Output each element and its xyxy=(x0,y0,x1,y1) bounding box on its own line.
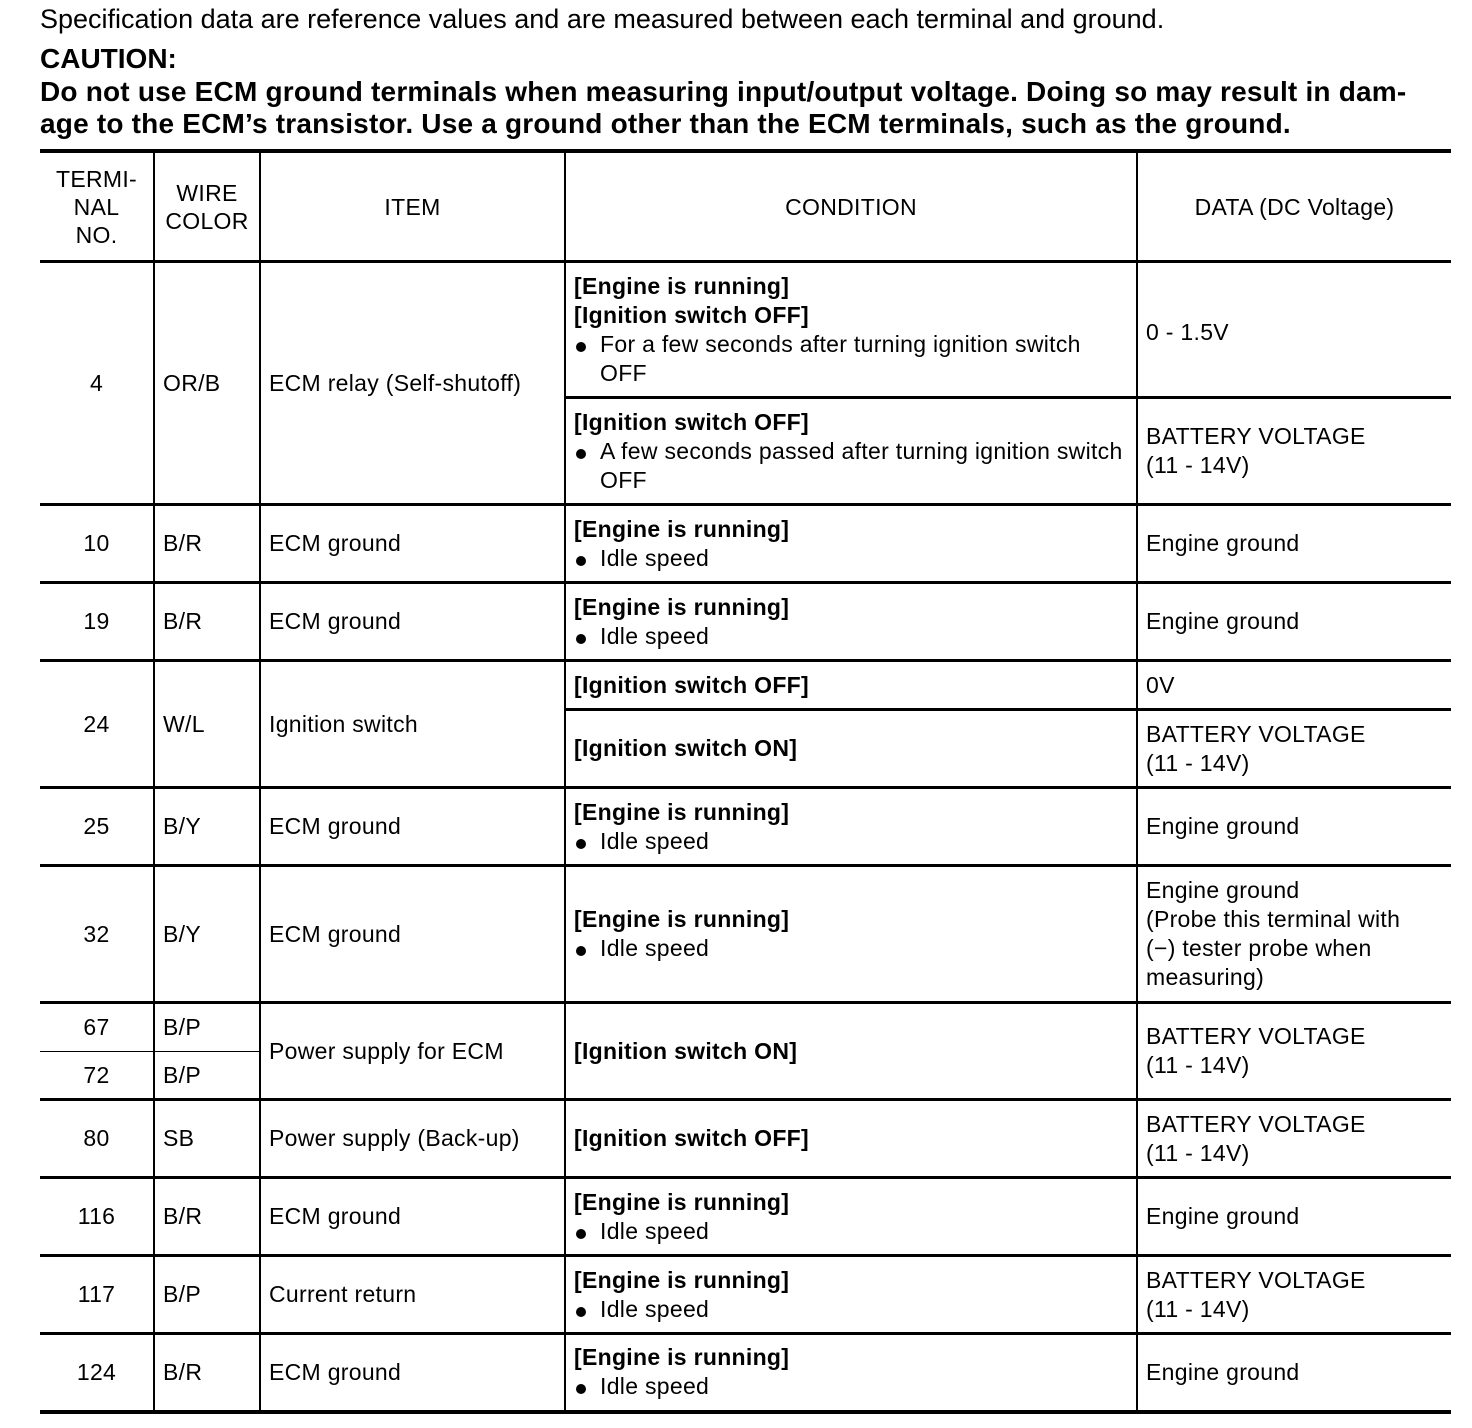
terminal-no: 80 xyxy=(40,1100,154,1178)
condition-cell: [Ignition switch OFF] xyxy=(565,661,1137,710)
wire-color: B/P xyxy=(154,1003,260,1052)
wire-color: W/L xyxy=(154,661,260,788)
condition-cell: [Engine is running] Idle speed xyxy=(565,866,1137,1003)
terminal-no: 4 xyxy=(40,262,154,505)
table-row xyxy=(40,1256,1451,1334)
header-terminal-no: TERMI- NAL NO. xyxy=(55,165,137,248)
data-value: 0V xyxy=(1137,661,1451,710)
item-name: ECM ground xyxy=(260,505,565,583)
caution-line: age to the ECM’s transistor. Use a ground other than the ECM terminals, such as the ground. xyxy=(40,108,1291,139)
data-value: Engine ground xyxy=(1137,788,1451,866)
data-value: Engine ground xyxy=(1137,1334,1451,1412)
item-name: ECM ground xyxy=(260,788,565,866)
item-name: ECM relay (Self-shutoff) xyxy=(260,262,565,505)
item-name: Ignition switch xyxy=(260,661,565,788)
table-row xyxy=(40,661,1451,710)
condition-heading: [Ignition switch OFF] xyxy=(574,408,809,435)
intro-text: Specification data are reference values and are measured between each terminal and ground. xyxy=(40,4,1165,34)
wire-color: B/Y xyxy=(154,788,260,866)
table-row xyxy=(40,505,1451,583)
condition-cell: [Ignition switch ON] xyxy=(565,710,1137,788)
condition-cell: [Engine is running] Idle speed xyxy=(565,1256,1137,1334)
wire-color: B/Y xyxy=(154,866,260,1003)
wire-color: B/P xyxy=(154,1256,260,1334)
header-data: DATA (DC Voltage) xyxy=(1137,151,1451,262)
wire-color: B/R xyxy=(154,1178,260,1256)
condition-cell: [Ignition switch ON] xyxy=(565,1003,1137,1100)
table-row xyxy=(40,866,1451,1003)
wire-color: OR/B xyxy=(154,262,260,505)
bullet-dot-icon xyxy=(576,839,586,849)
terminal-no: 32 xyxy=(40,866,154,1003)
condition-cell: [Ignition switch OFF] xyxy=(565,1100,1137,1178)
header-wire-color: WIRE COLOR xyxy=(154,151,260,262)
condition-cell xyxy=(565,262,1137,398)
terminal-no: 19 xyxy=(40,583,154,661)
item-name: ECM ground xyxy=(260,583,565,661)
table-row xyxy=(40,1100,1451,1178)
bullet-dot-icon xyxy=(576,342,586,352)
bullet-dot-icon xyxy=(576,1307,586,1317)
condition-heading: [Engine is running] xyxy=(574,272,790,299)
data-value: Engine ground xyxy=(1137,583,1451,661)
bullet-dot-icon xyxy=(576,556,586,566)
caution-line: Do not use ECM ground terminals when measuring input/output voltage. Doing so may result in dam- xyxy=(40,76,1407,107)
data-value: Engine ground xyxy=(1137,1178,1451,1256)
table-header-row xyxy=(40,151,1451,262)
item-name: ECM ground xyxy=(260,1178,565,1256)
caution-body xyxy=(40,76,1452,140)
condition-cell xyxy=(565,398,1137,505)
table-row xyxy=(40,583,1451,661)
terminal-spec-table xyxy=(40,149,1451,1414)
data-value: 0 - 1.5V xyxy=(1137,262,1451,398)
terminal-no: 24 xyxy=(40,661,154,788)
table-row xyxy=(40,1003,1451,1052)
data-value: Engine ground (Probe this terminal with (−) tester probe when measuring) xyxy=(1137,866,1451,1003)
wire-color: SB xyxy=(154,1100,260,1178)
terminal-no: 67 xyxy=(40,1003,154,1052)
table-row xyxy=(40,262,1451,398)
condition-heading: [Ignition switch OFF] xyxy=(574,301,809,328)
terminal-no: 25 xyxy=(40,788,154,866)
table-row xyxy=(40,1334,1451,1412)
bullet-dot-icon xyxy=(576,634,586,644)
caution-title: CAUTION: xyxy=(40,43,177,74)
terminal-no: 10 xyxy=(40,505,154,583)
data-value: BATTERY VOLTAGE (11 - 14V) xyxy=(1137,710,1451,788)
condition-cell: [Engine is running] Idle speed xyxy=(565,1178,1137,1256)
wire-color: B/R xyxy=(154,505,260,583)
header-item: ITEM xyxy=(260,151,565,262)
bullet-dot-icon xyxy=(576,1229,586,1239)
terminal-no: 124 xyxy=(40,1334,154,1412)
bullet-dot-icon xyxy=(576,449,586,459)
item-name: Power supply for ECM xyxy=(260,1003,565,1100)
data-value: Engine ground xyxy=(1137,505,1451,583)
data-value: BATTERY VOLTAGE (11 - 14V) xyxy=(1137,1100,1451,1178)
terminal-no: 72 xyxy=(83,1061,110,1088)
condition-cell: [Engine is running] Idle speed xyxy=(565,1334,1137,1412)
bullet-dot-icon xyxy=(576,1384,586,1394)
condition-cell: [Engine is running] Idle speed xyxy=(565,505,1137,583)
terminal-no: 116 xyxy=(40,1178,154,1256)
condition-cell: [Engine is running] Idle speed xyxy=(565,788,1137,866)
condition-cell: [Engine is running] Idle speed xyxy=(565,583,1137,661)
data-value: BATTERY VOLTAGE (11 - 14V) xyxy=(1137,1003,1451,1100)
item-name: ECM ground xyxy=(260,1334,565,1412)
table-row xyxy=(40,788,1451,866)
condition-bullet: For a few seconds after turning ignition switch OFF xyxy=(574,330,1128,388)
item-name: ECM ground xyxy=(260,866,565,1003)
wire-color: B/P xyxy=(154,1052,260,1100)
item-name: Power supply (Back-up) xyxy=(260,1100,565,1178)
terminal-no: 117 xyxy=(40,1256,154,1334)
wire-color: B/R xyxy=(154,583,260,661)
data-value: BATTERY VOLTAGE (11 - 14V) xyxy=(1137,1256,1451,1334)
item-name: Current return xyxy=(260,1256,565,1334)
data-value: BATTERY VOLTAGE (11 - 14V) xyxy=(1137,398,1451,505)
condition-bullet: A few seconds passed after turning ignition switch OFF xyxy=(574,437,1128,495)
wire-color: B/R xyxy=(154,1334,260,1412)
table-row xyxy=(40,1178,1451,1256)
header-condition: CONDITION xyxy=(565,151,1137,262)
bullet-dot-icon xyxy=(576,946,586,956)
